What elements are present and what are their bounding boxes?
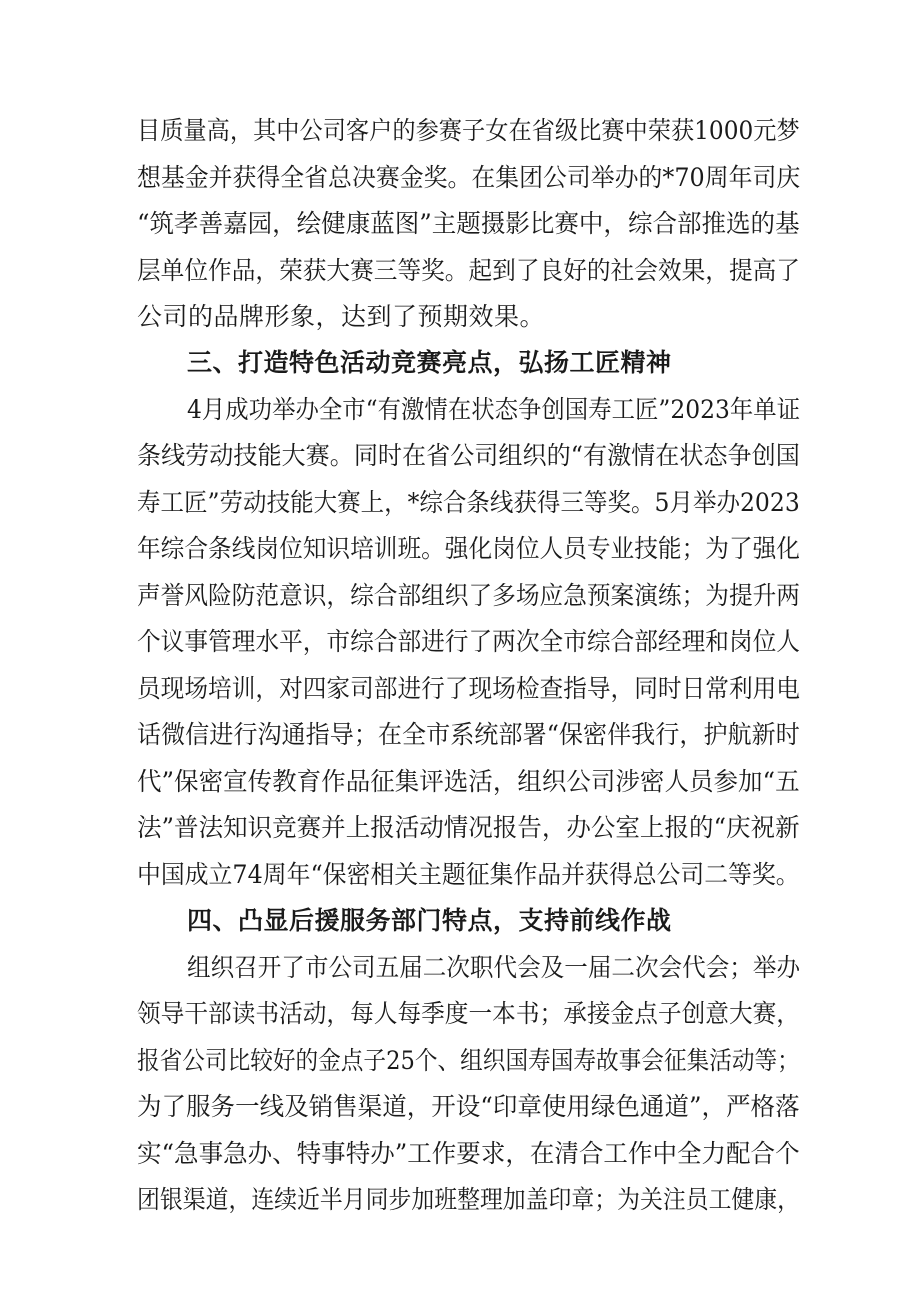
paragraph-line: “筑孝善嘉园，绘健康蓝图”主题摄影比赛中，综合部推选的基 (137, 209, 800, 238)
paragraph-line: 代”保密宣传教育作品征集评选活，组织公司涉密人员参加“五 (137, 767, 800, 796)
paragraph-line: 话微信进行沟通指导；在全市系统部署“保密伴我行，护航新时 (137, 720, 800, 749)
paragraph-line: 报省公司比较好的金点子25个、组织国寿国寿故事会征集活动等； (137, 1046, 800, 1075)
paragraph-line: 员现场培训，对四家司部进行了现场检查指导，同时日常利用电 (137, 674, 800, 703)
paragraph-line: 中国成立74周年“保密相关主题征集作品并获得总公司二等奖。 (137, 860, 800, 889)
paragraph-line: 4月成功举办全市“有激情在状态争创国寿工匠”2023年单证 (187, 395, 801, 424)
paragraph-line: 团银渠道，连续近半月同步加班整理加盖印章；为关注员工健康， (137, 1185, 801, 1214)
paragraph-line: 组织召开了市公司五届二次职代会及一届二次会代会；举办 (187, 953, 801, 982)
paragraph-line: 层单位作品，荣获大赛三等奖。起到了良好的社会效果，提高了 (137, 256, 800, 285)
paragraph-line: 年综合条线岗位知识培训班。强化岗位人员专业技能；为了强化 (137, 534, 800, 563)
paragraph-line: 想基金并获得全省总决赛金奖。在集团公司举办的*70周年司庆 (137, 163, 801, 192)
paragraph-line: 个议事管理水平，市综合部进行了两次全市综合部经理和岗位人 (137, 627, 800, 656)
paragraph-line: 寿工匠”劳动技能大赛上，*综合条线获得三等奖。5月举办2023 (137, 488, 800, 517)
paragraph-line: 声誉风险防范意识，综合部组织了多场应急预案演练；为提升两 (137, 581, 800, 610)
paragraph-line: 领导干部读书活动，每人每季度一本书；承接金点子创意大赛， (137, 999, 800, 1028)
paragraph-line: 为了服务一线及销售渠道，开设“印章使用绿色通道”，严格落 (137, 1092, 800, 1121)
paragraph-line: 公司的品牌形象，达到了预期效果。 (137, 302, 546, 331)
section-heading-3: 三、打造特色活动竞赛亮点，弘扬工匠精神 (187, 348, 672, 377)
paragraph-line: 法”普法知识竞赛并上报活动情况报告，办公室上报的“庆祝新 (137, 813, 800, 842)
section-heading-4: 四、凸显后援服务部门特点，支持前线作战 (187, 906, 672, 935)
paragraph-line: 条线劳动技能大赛。同时在省公司组织的“有激情在状态争创国 (137, 441, 800, 470)
paragraph-line: 实“急事急办、特事特办”工作要求，在清合工作中全力配合个 (137, 1139, 800, 1168)
paragraph-line: 目质量高，其中公司客户的参赛子女在省级比赛中荣获1000元梦 (137, 116, 800, 145)
